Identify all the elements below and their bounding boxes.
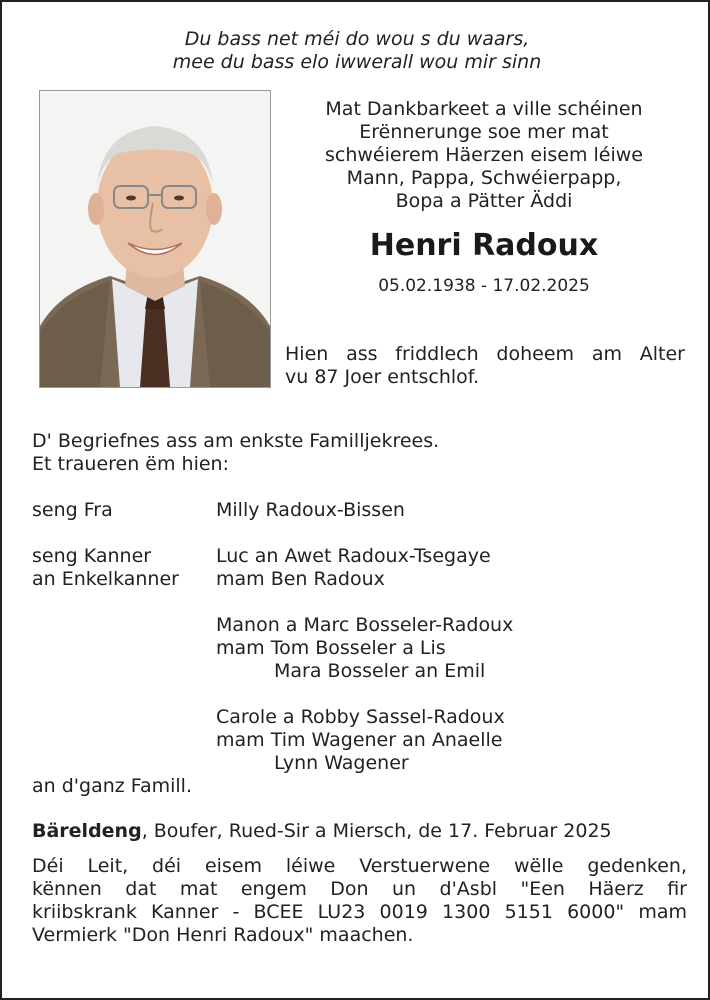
intro-line: Bopa a Pätter Äddi (395, 190, 573, 212)
motto-line: mee du bass elo iwwerall wou mir sinn (172, 51, 542, 73)
children-label-line: an Enkelkanner (32, 568, 179, 590)
family-1 (216, 545, 491, 591)
family-line: Mara Bosseler an Emil (274, 660, 486, 682)
place-rest: , Boufer, Rued-Sir a Miersch, de 17. Februar 2025 (141, 820, 612, 842)
passing-line: Hien ass friddlech doheem am Alter (285, 343, 685, 365)
family-line: Carole a Robby Sassel-Radoux (216, 706, 505, 728)
family-2 (216, 614, 513, 683)
donation-note (32, 855, 687, 947)
portrait-illustration (40, 91, 270, 387)
funeral-line: D' Begriefnes ass am enkste Familljekrees. (32, 430, 440, 452)
portrait-photo (39, 90, 271, 388)
passing-line: vu 87 Joer entschlof. (285, 366, 480, 388)
wife-label: seng Fra (32, 499, 113, 521)
family-line: Luc an Awet Radoux-Tsegaye (216, 545, 491, 567)
closing-family: an d'ganz Famill. (32, 775, 192, 797)
family-line: mam Tom Bosseler a Lis (216, 637, 446, 659)
intro-text (284, 98, 684, 213)
donation-line: kënnen dat mat engem Don un d'Asbl "Een Häerz fir (32, 878, 687, 900)
funeral-line: Et traueren ëm hien: (32, 453, 229, 475)
motto (2, 28, 710, 74)
family-line: Manon a Marc Bosseler-Radoux (216, 614, 514, 636)
funeral-note (32, 430, 439, 476)
deceased-name: Henri Radoux (369, 228, 599, 263)
donation-line: Vermierk "Don Henri Radoux" maachen. (32, 924, 414, 946)
motto-line: Du bass net méi do wou s du waars, (184, 28, 530, 50)
family-line: mam Ben Radoux (216, 568, 385, 590)
family-line: Lynn Wagener (274, 752, 409, 774)
family-3 (216, 706, 505, 775)
donation-line: kriibskrank Kanner - BCEE LU23 0019 1300 5151 6000" mam (32, 901, 687, 923)
donation-line: Déi Leit, déi eisem léiwe Verstuerwene wëlle gedenken, (32, 855, 687, 877)
intro-line: Mat Dankbarkeet a ville schéinen (325, 98, 643, 120)
life-dates: 05.02.1938 - 17.02.2025 (378, 276, 590, 296)
passing-statement (285, 343, 685, 389)
wife-name: Milly Radoux-Bissen (216, 499, 405, 521)
place-and-date (32, 820, 612, 842)
place-bold: Bäreldeng (32, 820, 142, 842)
intro-line: Mann, Pappa, Schwéierpapp, (346, 167, 622, 189)
children-label-line: seng Kanner (32, 545, 152, 567)
family-line: mam Tim Wagener an Anaelle (216, 729, 503, 751)
intro-line: Erënnerunge soe mer mat (359, 121, 609, 143)
children-label (32, 545, 179, 591)
intro-line: schwéierem Häerzen eisem léiwe (325, 144, 643, 166)
